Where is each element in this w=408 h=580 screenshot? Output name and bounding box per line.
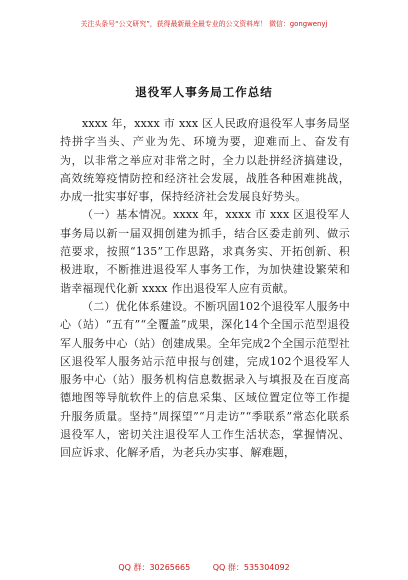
qq-group-2: QQ 群：535304092 bbox=[212, 563, 290, 572]
paragraph-basic-info: （一）基本情况。xxxx 年，xxxx 市 xxx 区退役军人事务局以新一届双拥创建为抓手，结合区委走前列、做示范要求，按照“135”工作思路，求真务实、开拓创新、积极进取，不断推进退役军人事务工作，为加快建设繁荣和谐幸福现代化新 xxxx 作出退役军人应有贡献。 bbox=[60, 208, 350, 295]
promo-banner-top: 关注头条号“公文研究”，获得最新最全最专业的公文资料库！ 微信：gongwenyj bbox=[80, 20, 328, 28]
promo-banner-bottom bbox=[0, 562, 408, 573]
paragraph-intro: xxxx 年，xxxx 市 xxx 区人民政府退役军人事务局坚持拼字当头、产业为先、环境为要，迎难而上、奋发有为，以非常之举应对非常之时，全力以赴拼经济搞建设，高效统筹疫情防控和经济社会发展，战胜各种困难挑战，办成一批实事好事，保持经济社会发展良好势头。 bbox=[60, 117, 350, 204]
document-body bbox=[60, 115, 350, 463]
paragraph-system-building: （二）优化体系建设。不断巩固102个退役军人服务中心（站）“五有”“全覆盖”成果，深化14个全国示范型退役军人服务中心（站）创建成果。全年完成2个全国示范型社区退役军人服务站示范申报与创建，完成102个退役军人服务中心（站）服务机构信息数据录入与填报及在百度高德地图等导航软件上的信息采集、区域位置定位等工作提升服务质量。坚持“周探望”“月走访”“季联系”常态化联系退役军人，密切关注退役军人工作生活状态，掌握情况、回应诉求、化解矛盾，为老兵办实事、解难题， bbox=[60, 299, 350, 460]
qq-group-1: QQ 群：30265665 bbox=[118, 563, 191, 572]
document-title: 退役军人事务局工作总结 bbox=[135, 85, 273, 99]
